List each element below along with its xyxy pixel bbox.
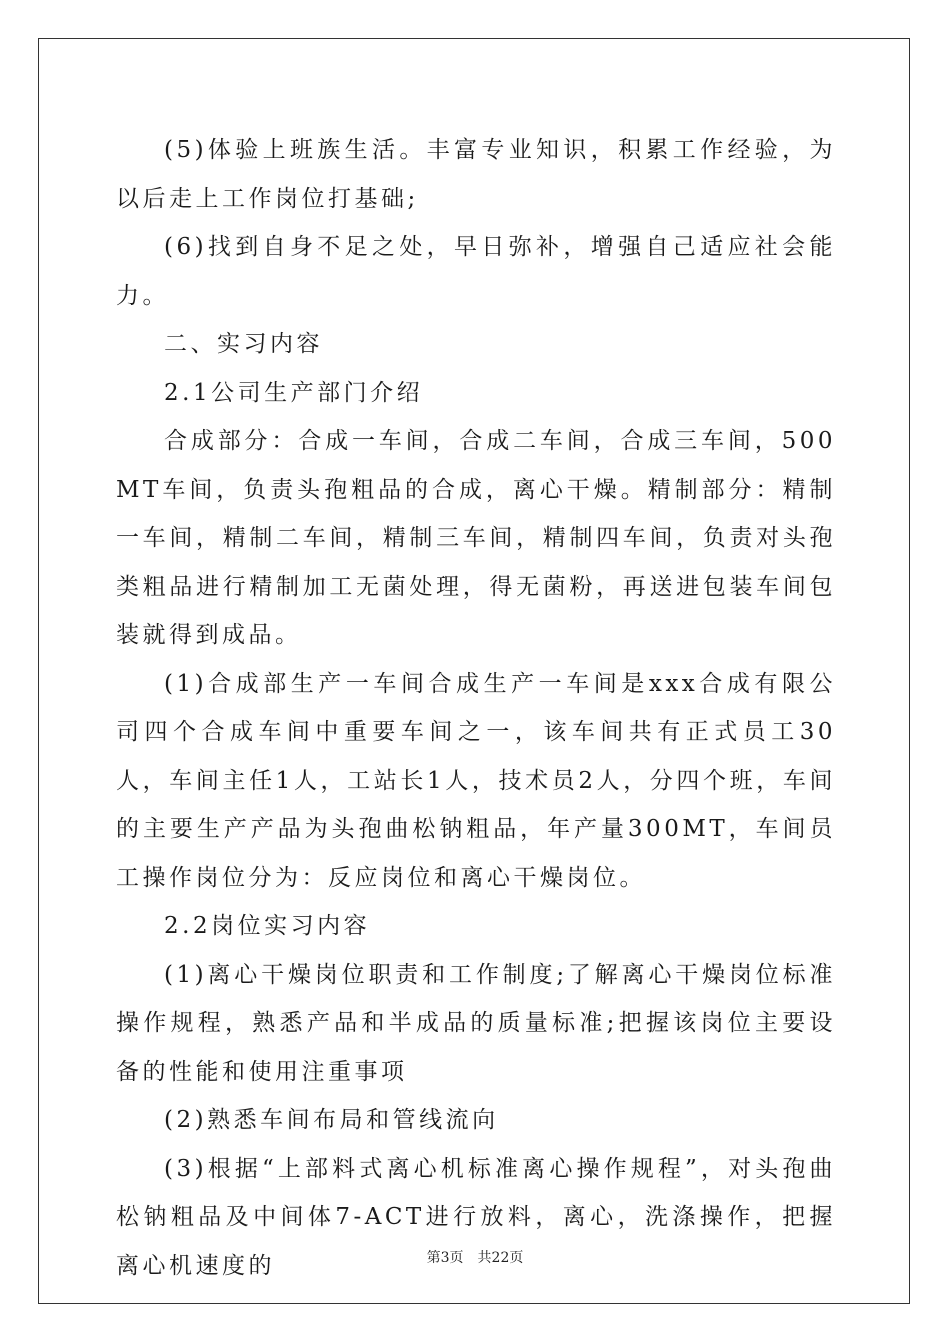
paragraph-5: (1)离心干燥岗位职责和工作制度;了解离心干燥岗位标准操作规程，熟悉产品和半成品的质量标准;把握该岗位主要设备的性能和使用注重事项 [116, 961, 836, 1085]
document-body [116, 126, 836, 1290]
page-total: 共22页 [477, 1250, 524, 1266]
paragraph-4: (1)合成部生产一车间合成生产一车间是xxx合成有限公司四个合成车间中重要车间之一，该车间共有正式员工30人，车间主任1人，工站长1人，技术员2人，分四个班，车间的主要生产产品为头孢曲松钠粗品，年产量300MT，车间员工操作岗位分为：反应岗位和离心干燥岗位。 [116, 670, 836, 891]
page-footer [0, 1247, 950, 1267]
paragraph-6: (2)熟悉车间布局和管线流向 [164, 1107, 499, 1133]
paragraph-3: 合成部分：合成一车间，合成二车间，合成三车间，500MT车间，负责头孢粗品的合成，离心干燥。精制部分：精制一车间，精制二车间，精制三车间，精制四车间，负责对头孢类粗品进行精制加工无菌处理，得无菌粉，再送进包装车间包装就得到成品。 [116, 428, 836, 648]
paragraph-7: (3)根据“上部料式离心机标准离心操作规程”，对头孢曲松钠粗品及中间体7-ACT进行放料，离心，洗涤操作，把握离心机速度的 [116, 1155, 836, 1279]
paragraph-2: (6)找到自身不足之处，早日弥补，增强自己适应社会能力。 [116, 234, 836, 309]
subsection-heading-2-1: 2.1公司生产部门介绍 [164, 379, 424, 406]
page-number: 第3页 [426, 1250, 464, 1266]
section-heading-2: 二、实习内容 [164, 331, 323, 357]
paragraph-1: (5)体验上班族生活。丰富专业知识，积累工作经验，为以后走上工作岗位打基础; [116, 137, 836, 212]
subsection-heading-2-2: 2.2岗位实习内容 [164, 913, 371, 939]
